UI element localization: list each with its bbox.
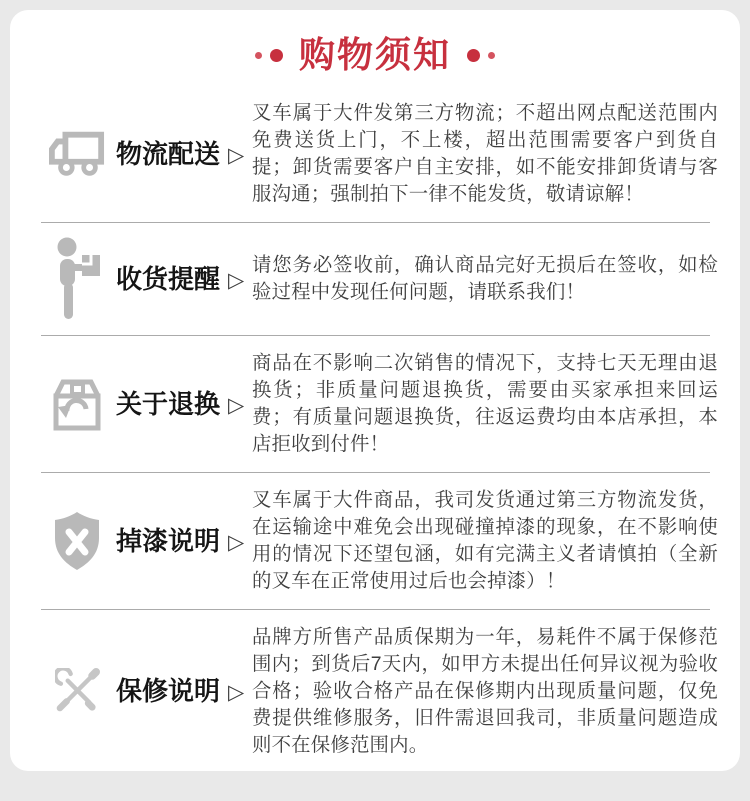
triangle-arrow-icon: ▷ bbox=[228, 268, 245, 292]
section-header-logistics[interactable] bbox=[10, 129, 252, 179]
section-text: 叉车属于大件发第三方物流；不超出网点配送范围内免费送货上门，不上楼，超出范围需要客户到货自提；卸货需要客户自主安排，如不能安排卸货请与客服沟通；强制拍下一律不能发货，敬请谅解！ bbox=[252, 102, 718, 205]
section-header-returns[interactable] bbox=[10, 375, 252, 433]
triangle-arrow-icon: ▷ bbox=[228, 681, 245, 704]
triangle-arrow-icon: ▷ bbox=[228, 393, 245, 417]
title-dot-large bbox=[270, 49, 283, 62]
section-label: 关于退换 bbox=[116, 388, 221, 419]
section-label: 保修说明 bbox=[116, 676, 221, 707]
title-left-dots bbox=[255, 49, 283, 62]
section-label: 掉漆说明 bbox=[116, 525, 221, 556]
section-row-returns bbox=[10, 336, 740, 472]
receive-person-icon bbox=[48, 237, 106, 321]
section-header-receiving[interactable] bbox=[10, 237, 252, 321]
shopping-notice-card bbox=[10, 10, 740, 771]
page-title: 购物须知 bbox=[298, 34, 451, 75]
triangle-arrow-icon: ▷ bbox=[228, 143, 245, 167]
title-right-dots bbox=[467, 49, 495, 62]
section-header-warranty[interactable] bbox=[10, 668, 252, 715]
triangle-arrow-icon: ▷ bbox=[228, 530, 245, 554]
return-box-icon bbox=[48, 375, 106, 433]
section-row-receiving bbox=[10, 223, 740, 335]
title-row bbox=[10, 10, 740, 76]
repair-tools-icon bbox=[48, 668, 106, 715]
section-row-warranty bbox=[10, 610, 740, 771]
title-dot-small bbox=[488, 52, 495, 59]
section-row-paint bbox=[10, 473, 740, 609]
title-dot-small bbox=[255, 52, 262, 59]
notice-sections bbox=[10, 86, 740, 771]
section-header-paint[interactable] bbox=[10, 511, 252, 571]
section-text: 叉车属于大件商品，我司发货通过第三方物流发货，在运输途中难免会出现碰撞掉漆的现象，在不影响使用的情况下还望包涵，如有完满主义者请慎拍（全新的叉车在正常使用过后也会掉漆）！ bbox=[252, 489, 718, 592]
section-row-logistics bbox=[10, 86, 740, 222]
section-label: 物流配送 bbox=[116, 138, 221, 169]
section-text: 品牌方所售产品质保期为一年，易耗件不属于保修范围内；到货后7天内，如甲方未提出任何异议视为验收合格；验收合格产品在保修期内出现质量问题，仅免费提供维修服务，旧件需退回我司，非质量问题造成则不在保修范围内。 bbox=[252, 626, 718, 756]
section-text: 商品在不影响二次销售的情况下，支持七天无理由退换货；非质量问题退换货，需要由买家承担来回运费；有质量问题退换货，往返运费均由本店承担，本店拒收到付件！ bbox=[252, 352, 718, 455]
section-label: 收货提醒 bbox=[116, 263, 221, 294]
section-text: 请您务必签收前，确认商品完好无损后在签收，如检验过程中发现任何问题，请联系我们！ bbox=[252, 254, 718, 303]
title-dot-large bbox=[467, 49, 480, 62]
shield-x-icon bbox=[48, 511, 106, 571]
truck-icon bbox=[48, 129, 106, 179]
